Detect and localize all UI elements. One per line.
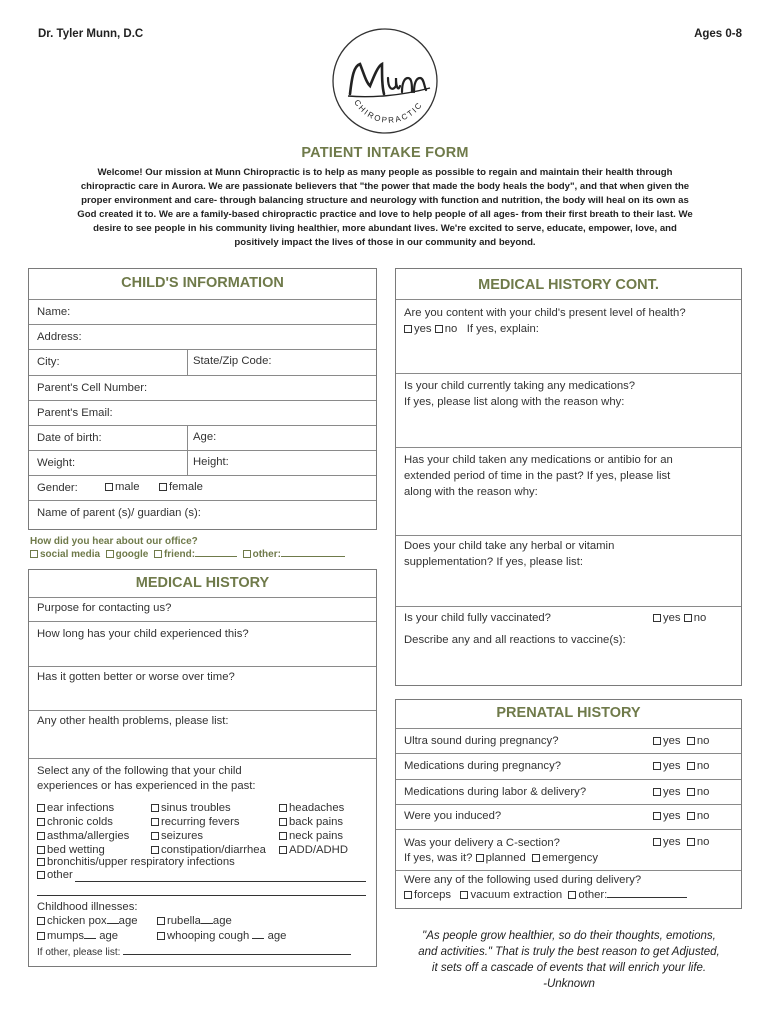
planned-checkbox[interactable] (476, 854, 484, 862)
chicken-pox-option[interactable]: chicken pox age (37, 915, 138, 927)
munn-logo (330, 26, 440, 136)
content-no-checkbox[interactable] (435, 325, 443, 333)
prenatal-history-title: PRENATAL HISTORY (496, 705, 641, 721)
meds-labor-options: yes no (653, 786, 709, 798)
medical-history-cont-section (395, 268, 742, 686)
neck-pains-option[interactable]: neck pains (279, 829, 348, 843)
antibiotics-field[interactable]: Has your child taken any medications or antibio for an extended period of time in the past? If yes, please list along with the reason why: (396, 447, 741, 535)
childhood-illnesses-label: Childhood illnesses: (37, 901, 138, 913)
parent-cell-field[interactable]: Parent's Cell Number: (29, 375, 376, 400)
delivery-tools-row: Were any of the following used during delivery? forceps vacuum extraction other: (396, 870, 741, 909)
rubella-option[interactable]: rubella age (157, 915, 232, 927)
bronchitis-option[interactable]: bronchitis/upper respiratory infections (37, 856, 235, 868)
vaccinated-no-checkbox[interactable] (684, 614, 692, 622)
ultrasound-row: Ultra sound during pregnancy? (396, 728, 741, 753)
constipation-option[interactable]: constipation/diarrhea (151, 843, 266, 857)
male-checkbox[interactable] (105, 483, 113, 491)
medical-history-title: MEDICAL HISTORY (135, 575, 270, 591)
closing-quote: "As people grow healthier, so do their thoughts, emotions, and activities." That is truly the best reason to get Adjusted, it sets off a cascade of events that will enrich your life. -Unknown (418, 930, 720, 990)
female-option[interactable]: female (159, 481, 203, 493)
csection-row: Was your delivery a C-section? If yes, was it? planned emergency (396, 829, 741, 870)
back-pains-option[interactable]: back pains (279, 815, 348, 829)
conditions-area: Select any of the following that your child experiences or has experienced in the past: (29, 758, 376, 968)
meds-labor-yes-checkbox[interactable] (653, 788, 661, 796)
age-field[interactable]: Age: (193, 431, 217, 443)
dob-field[interactable]: Date of birth: (29, 425, 376, 450)
hear-options: social media google friend: other: (30, 549, 345, 560)
chronic-colds-option[interactable]: chronic colds (37, 815, 129, 829)
vaccinated-yes-checkbox[interactable] (653, 614, 661, 622)
form-title: PATIENT INTAKE FORM (301, 145, 469, 161)
ultrasound-no-checkbox[interactable] (687, 737, 695, 745)
induced-row: Were you induced? (396, 804, 741, 829)
induced-yes-checkbox[interactable] (653, 812, 661, 820)
weight-field[interactable]: Weight: (29, 450, 376, 475)
meds-pregnancy-row: Medications during pregnancy? (396, 753, 741, 779)
csection-no-checkbox[interactable] (687, 838, 695, 846)
prenatal-history-section (395, 699, 742, 909)
google-checkbox[interactable] (106, 550, 114, 558)
childs-information-title: CHILD'S INFORMATION (121, 275, 284, 291)
how-long-field[interactable]: How long has your child experienced this? (29, 621, 376, 666)
meds-labor-row: Medications during labor & delivery? (396, 779, 741, 804)
vacuum-checkbox[interactable] (460, 891, 468, 899)
csection-yes-checkbox[interactable] (653, 838, 661, 846)
content-health-field[interactable]: Are you content with your child's present level of health? yes no If yes, explain: (396, 299, 741, 373)
other-condition-option[interactable]: other (37, 869, 73, 881)
meds-pregnancy-options: yes no (653, 760, 709, 772)
vaccine-reactions-field[interactable]: Describe any and all reactions to vaccine(s): (404, 634, 626, 646)
conditions-col3 (279, 801, 348, 857)
delivery-other-checkbox[interactable] (568, 891, 576, 899)
ages-label: Ages 0-8 (694, 28, 742, 40)
recurring-fevers-option[interactable]: recurring fevers (151, 815, 266, 829)
if-other-field[interactable]: If other, please list: (37, 947, 351, 958)
headaches-option[interactable]: headaches (279, 801, 348, 815)
meds-labor-no-checkbox[interactable] (687, 788, 695, 796)
vaccinated-options: yes no (653, 612, 706, 624)
mumps-option[interactable]: mumps age (37, 930, 118, 942)
forceps-checkbox[interactable] (404, 891, 412, 899)
induced-options: yes no (653, 810, 709, 822)
name-field[interactable]: Name: (29, 299, 376, 324)
sinus-troubles-option[interactable]: sinus troubles (151, 801, 266, 815)
add-adhd-option[interactable]: ADD/ADHD (279, 843, 348, 857)
bed-wetting-option[interactable]: bed wetting (37, 843, 129, 857)
csection-options: yes no (653, 836, 709, 848)
seizures-option[interactable]: seizures (151, 829, 266, 843)
childs-information-section (28, 268, 377, 530)
medical-history-cont-title: MEDICAL HISTORY CONT. (478, 277, 659, 293)
purpose-field[interactable]: Purpose for contacting us? (29, 597, 376, 621)
ultrasound-yes-checkbox[interactable] (653, 737, 661, 745)
city-field[interactable]: City: (29, 349, 376, 375)
meds-preg-yes-checkbox[interactable] (653, 762, 661, 770)
parent-email-field[interactable]: Parent's Email: (29, 400, 376, 425)
social-media-checkbox[interactable] (30, 550, 38, 558)
induced-no-checkbox[interactable] (687, 812, 695, 820)
conditions-col2 (151, 801, 266, 857)
other-checkbox[interactable] (243, 550, 251, 558)
female-checkbox[interactable] (159, 483, 167, 491)
other-problems-field[interactable]: Any other health problems, please list: (29, 710, 376, 758)
ear-infections-option[interactable]: ear infections (37, 801, 129, 815)
male-option[interactable]: male (105, 481, 140, 493)
intro-paragraph: Welcome! Our mission at Munn Chiropractic is to help as many people as possible to regain and maintain their health through chiropractic care in Aurora. We are passionate believers that "the power that made the body heals the body", and that when given the proper environment and care- through balancing structure and neurology with function and nutrition, the body will heal on its own as God created it to. We are a family-based chiropractic practice and love to help people of all ages- from their first breath to their last. We desire to see people in his community living healthier, more abundant lives. We're excited to serve, educate, empower, love, and positively impact the lives of those in our community and beyond. (77, 167, 693, 248)
vaccination-area: Is your child fully vaccinated? Describe any and all reactions to vaccine(s): (396, 606, 741, 686)
guardian-field[interactable]: Name of parent (s)/ guardian (s): (29, 500, 376, 530)
svg-text:CHIROPRACTIC: CHIROPRACTIC (352, 98, 425, 125)
gender-row: Gender: (29, 475, 376, 500)
current-medications-field[interactable]: Is your child currently taking any medications? If yes, please list along with the reason why: (396, 373, 741, 447)
medical-history-section (28, 569, 377, 967)
asthma-allergies-option[interactable]: asthma/allergies (37, 829, 129, 843)
address-field[interactable]: Address: (29, 324, 376, 349)
emergency-checkbox[interactable] (532, 854, 540, 862)
meds-preg-no-checkbox[interactable] (687, 762, 695, 770)
herbal-supplement-field[interactable]: Does your child take any herbal or vitamin supplementation? If yes, please list: (396, 535, 741, 606)
better-worse-field[interactable]: Has it gotten better or worse over time? (29, 666, 376, 710)
ultrasound-options: yes no (653, 735, 709, 747)
conditions-col1 (37, 801, 129, 857)
height-field[interactable]: Height: (193, 456, 229, 468)
state-zip-field[interactable]: State/Zip Code: (193, 355, 272, 367)
hear-question: How did you hear about our office? (30, 536, 198, 547)
whooping-cough-option[interactable]: whooping cough age (157, 930, 286, 942)
doctor-name: Dr. Tyler Munn, D.C (38, 28, 144, 40)
friend-checkbox[interactable] (154, 550, 162, 558)
content-yes-checkbox[interactable] (404, 325, 412, 333)
